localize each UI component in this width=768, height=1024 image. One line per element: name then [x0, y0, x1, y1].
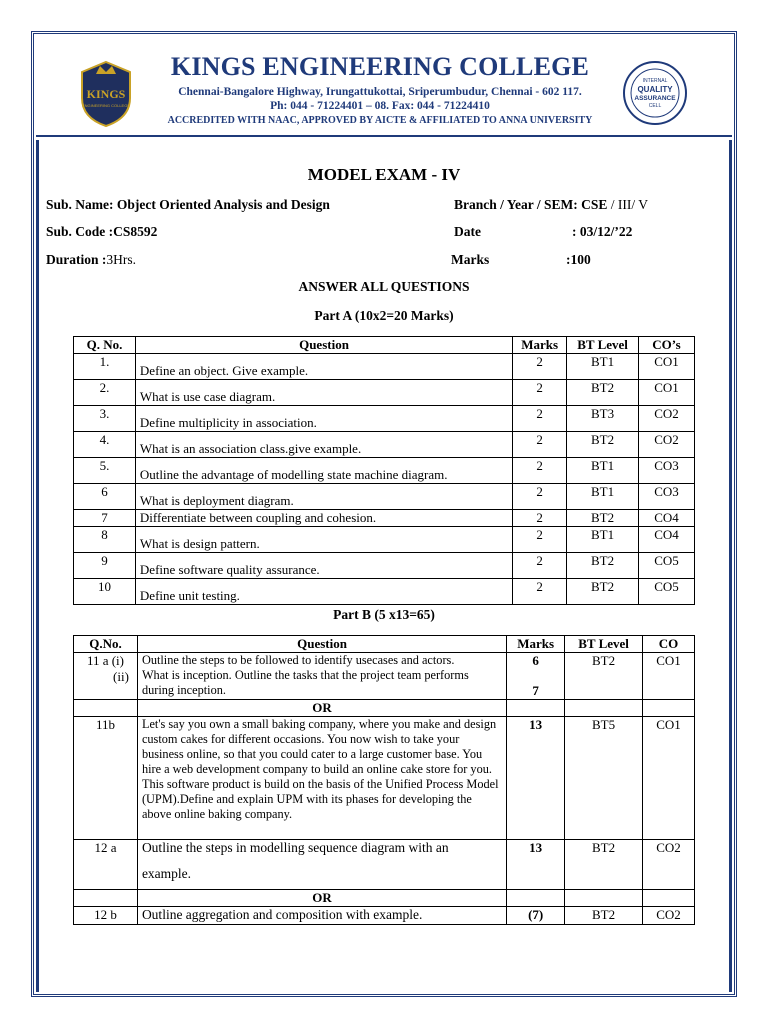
qno-cell: 7	[74, 510, 136, 527]
header-qno: Q.No.	[74, 636, 138, 653]
bt-level-cell: BT2	[567, 510, 639, 527]
qno-cell: 11b	[74, 717, 138, 840]
marks-cell: 2	[513, 484, 567, 510]
header-question: Question	[137, 636, 506, 653]
table-row	[74, 484, 695, 510]
instruction: ANSWER ALL QUESTIONS	[298, 279, 470, 294]
marks-11a-i: 6	[532, 653, 539, 668]
bt-cell: BT5	[565, 717, 643, 840]
marks-11a-ii: 7	[532, 683, 539, 698]
date-value: : 03/12/’22	[572, 224, 633, 239]
marks-label: Marks	[451, 252, 490, 267]
co-cell: CO1	[639, 354, 695, 380]
question-11a-ii: What is inception. Outline the tasks that the project team performs during inception.	[141, 668, 469, 697]
branch-year-sem	[454, 197, 648, 213]
marks-cell: (7)	[507, 907, 565, 925]
co-cell: CO5	[639, 553, 695, 579]
qno-cell: 12 a	[74, 840, 138, 890]
marks-cell: 2	[513, 354, 567, 380]
qno-11a-i: 11 a (i)	[86, 653, 124, 668]
question-cell: What is design pattern.	[135, 527, 512, 553]
bt-level-cell: BT1	[567, 484, 639, 510]
header-bt-level: BT Level	[565, 636, 643, 653]
part-b-header-row	[74, 636, 695, 653]
marks-cell: 2	[513, 510, 567, 527]
college-address: Chennai-Bangalore Highway, Irungattukottai, Sriperumbudur, Chennai - 602 117.	[178, 86, 582, 98]
duration-label: Duration :	[46, 252, 107, 267]
marks-cell: 2	[513, 432, 567, 458]
date-label: Date	[454, 224, 481, 239]
or-label: OR	[137, 890, 506, 907]
qno-cell: 2.	[74, 380, 136, 406]
bt-level-cell: BT1	[567, 527, 639, 553]
qno-cell	[74, 653, 138, 700]
co-cell: CO4	[639, 527, 695, 553]
seal-text-top: INTERNAL	[642, 78, 668, 84]
branch-value: / III/ V	[607, 197, 649, 212]
empty-cell	[643, 700, 695, 717]
header-marks: Marks	[507, 636, 565, 653]
marks-cell: 13	[507, 840, 565, 890]
table-row	[74, 553, 695, 579]
co-cell: CO3	[639, 484, 695, 510]
empty-cell	[507, 890, 565, 907]
bt-level-cell: BT1	[567, 458, 639, 484]
seal-text-quality: QUALITY	[637, 85, 673, 94]
co-cell: CO2	[639, 432, 695, 458]
bt-cell: BT2	[565, 840, 643, 890]
co-cell: CO2	[643, 840, 695, 890]
header-marks: Marks	[513, 337, 567, 354]
empty-cell	[643, 890, 695, 907]
table-row	[74, 840, 695, 890]
empty-cell	[507, 700, 565, 717]
table-row	[74, 458, 695, 484]
logo-subtext: ENGINEERING COLLEGE	[81, 103, 131, 108]
bt-level-cell: BT3	[567, 406, 639, 432]
part-a-header-row	[74, 337, 695, 354]
question-cell: Outline the advantage of modelling state machine diagram.	[135, 458, 512, 484]
question-cell: Define an object. Give example.	[135, 354, 512, 380]
empty-cell	[74, 700, 138, 717]
college-logo	[78, 60, 134, 128]
marks-cell: 2	[513, 553, 567, 579]
question-cell	[137, 653, 506, 700]
or-label: OR	[137, 700, 506, 717]
co-cell: CO5	[639, 579, 695, 605]
exam-title: MODEL EXAM - IV	[307, 165, 461, 184]
marks-cell: 2	[513, 579, 567, 605]
marks-cell: 2	[513, 406, 567, 432]
table-row	[74, 579, 695, 605]
header-divider	[36, 135, 732, 137]
co-cell: CO4	[639, 510, 695, 527]
co-cell: CO1	[643, 717, 695, 840]
header-bt-level: BT Level	[567, 337, 639, 354]
question-cell: What is deployment diagram.	[135, 484, 512, 510]
question-cell: What is use case diagram.	[135, 380, 512, 406]
part-b-table	[73, 635, 695, 925]
marks-value: :100	[566, 252, 591, 267]
quality-assurance-seal	[622, 60, 688, 126]
bt-level-cell: BT2	[567, 579, 639, 605]
subject-code: Sub. Code :CS8592	[46, 224, 158, 239]
question-cell: Outline aggregation and composition with example.	[137, 907, 506, 925]
header-co: CO	[643, 636, 695, 653]
marks-cell	[507, 653, 565, 700]
bt-level-cell: BT2	[567, 553, 639, 579]
qno-cell: 6	[74, 484, 136, 510]
table-row	[74, 406, 695, 432]
bt-cell: BT2	[565, 907, 643, 925]
part-a-table	[73, 336, 695, 605]
qno-11a-ii: (ii)	[113, 669, 129, 684]
co-cell: CO3	[639, 458, 695, 484]
college-name: KINGS ENGINEERING COLLEGE	[170, 52, 590, 81]
question-12a: Outline the steps in modelling sequence diagram with an	[141, 840, 449, 855]
part-b-title: Part B (5 x13=65)	[333, 607, 435, 622]
marks-cell: 2	[513, 527, 567, 553]
table-row	[74, 354, 695, 380]
bt-level-cell: BT2	[567, 432, 639, 458]
qno-cell: 10	[74, 579, 136, 605]
accreditation-line: ACCREDITED WITH NAAC, APPROVED BY AICTE & AFFILIATED TO ANNA UNIVERSITY	[167, 115, 593, 126]
qno-cell: 9	[74, 553, 136, 579]
header-question: Question	[135, 337, 512, 354]
subject-name: Sub. Name: Object Oriented Analysis and Design	[46, 197, 330, 212]
question-11a-i: Outline the steps to be followed to identify usecases and actors.	[141, 653, 455, 667]
qno-cell: 4.	[74, 432, 136, 458]
logo-text: KINGS	[86, 87, 126, 101]
seal-text-assurance: ASSURANCE	[634, 95, 676, 102]
header-qno: Q. No.	[74, 337, 136, 354]
table-row	[74, 510, 695, 527]
table-row	[74, 380, 695, 406]
branch-label: Branch / Year / SEM: CSE	[454, 197, 608, 212]
marks-cell: 2	[513, 380, 567, 406]
marks-cell: 2	[513, 458, 567, 484]
table-row	[74, 907, 695, 925]
question-cell: What is an association class.give example.	[135, 432, 512, 458]
qno-cell: 1.	[74, 354, 136, 380]
table-row	[74, 717, 695, 840]
header-cos: CO’s	[639, 337, 695, 354]
seal-text-bottom: CELL	[648, 103, 662, 109]
duration	[46, 252, 136, 268]
empty-cell	[74, 890, 138, 907]
empty-cell	[565, 700, 643, 717]
qno-cell: 8	[74, 527, 136, 553]
marks-cell: 13	[507, 717, 565, 840]
co-cell: CO1	[639, 380, 695, 406]
or-row	[74, 700, 695, 717]
part-a-title: Part A (10x2=20 Marks)	[314, 308, 454, 323]
question-12a-cont: example.	[141, 866, 192, 881]
question-cell: Define multiplicity in association.	[135, 406, 512, 432]
duration-value: 3Hrs.	[106, 252, 136, 267]
bt-cell: BT2	[565, 653, 643, 700]
table-row	[74, 653, 695, 700]
qno-cell: 3.	[74, 406, 136, 432]
qno-cell: 5.	[74, 458, 136, 484]
or-row	[74, 890, 695, 907]
question-cell: Define software quality assurance.	[135, 553, 512, 579]
bt-level-cell: BT2	[567, 380, 639, 406]
co-cell: CO2	[643, 907, 695, 925]
qno-cell: 12 b	[74, 907, 138, 925]
co-cell: CO2	[639, 406, 695, 432]
question-cell: Let's say you own a small baking company, where you make and design custom cakes for different occasions. You now wish to take your business online, so that you could cater to a large customer base. You hire a web development company to build an online cake store for you. This software product is build on the basis of the Unified Process Model (UPM).Define and explain UPM with its phases for developing the above online baking company.	[137, 717, 506, 840]
college-contact: Ph: 044 - 71224401 – 08. Fax: 044 - 71224410	[270, 100, 490, 112]
co-cell: CO1	[643, 653, 695, 700]
question-cell: Define unit testing.	[135, 579, 512, 605]
table-row	[74, 527, 695, 553]
question-cell: Differentiate between coupling and cohesion.	[135, 510, 512, 527]
bt-level-cell: BT1	[567, 354, 639, 380]
empty-cell	[565, 890, 643, 907]
question-cell	[137, 840, 506, 890]
table-row	[74, 432, 695, 458]
